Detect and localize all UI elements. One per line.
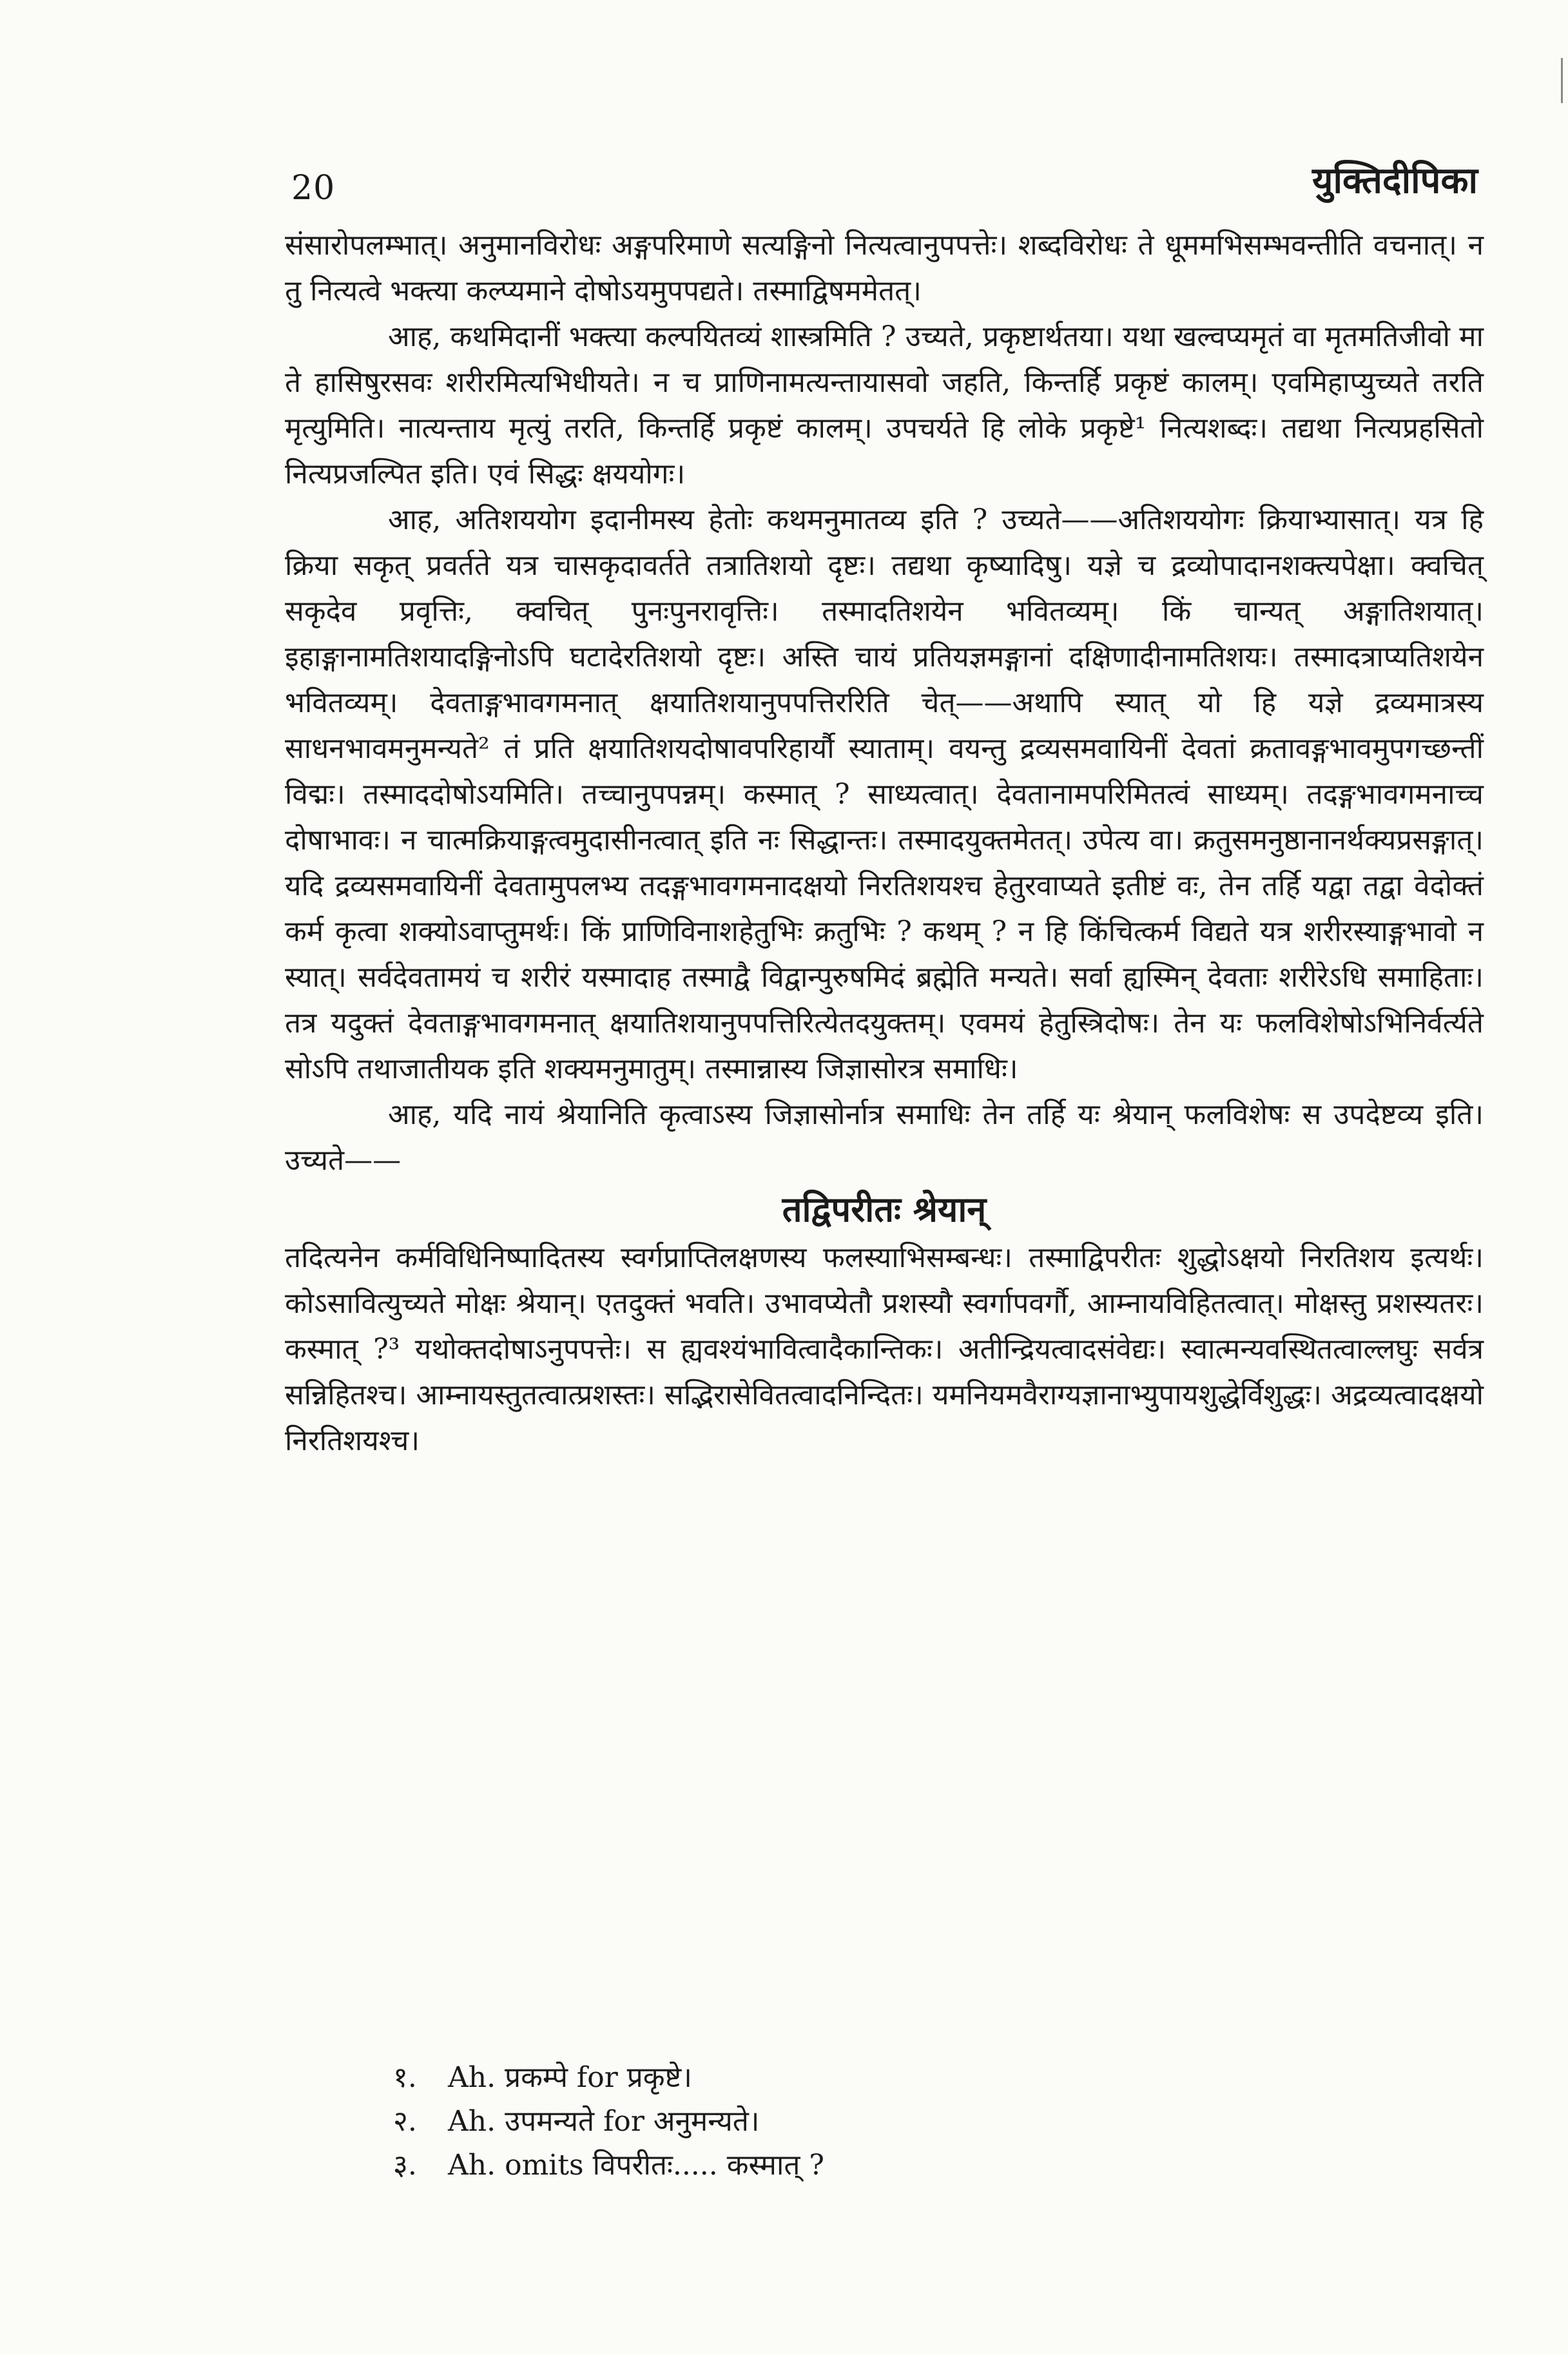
page-number: 20 — [291, 169, 336, 208]
footnote-text: Ah. उपमन्यते for अनुमन्यते। — [448, 2105, 760, 2138]
main-text — [285, 222, 1484, 1464]
footnote-text: Ah. प्रकम्पे for प्रकृष्टे। — [448, 2061, 692, 2094]
paragraph-4: आह, यदि नायं श्रेयानिति कृत्वाऽस्य जिज्ञासोर्नात्र समाधिः तेन तर्हि यः श्रेयान् फलविशेषः स उपदेष्टव्य इति। उच्यते—— — [285, 1098, 1484, 1177]
paragraph-5: तदित्यनेन कर्मविधिनिष्पादितस्य स्वर्गप्राप्तिलक्षणस्य फलस्याभिसम्बन्धः। तस्माद्विपरीतः शुद्धोऽक्षयो निरतिशय इत्यर्थः। कोऽसावित्युच्यते मोक्षः श्रेयान्। एतदुक्तं भवति। उभावप्येतौ प्रशस्यौ स्वर्गापवर्गौ, आम्नायविहितत्वात्। मोक्षस्तु प्रशस्यतरः। कस्मात् ?³ यथोक्तदोषाऽनुपपत्तेः। स ह्यवश्यंभावित्वादैकान्तिकः। अतीन्द्रियत्वादसंवेद्यः। स्वात्मन्यवस्थितत्वाल्लघुः सर्वत्र सन्निहितश्च। आम्नायस्तुतत्वात्प्रशस्तः। सद्भिरासेवितत्वादनिन्दितः। यमनियमवैराग्यज्ञानाभ्युपायशुद्धेर्विशुद्धः। अद्रव्यत्वादक्षयो निरतिशयश्च। — [285, 1241, 1484, 1457]
footnote-number: ३. — [393, 2149, 417, 2182]
footnote-text: Ah. omits विपरीतः..... कस्मात् ? — [448, 2149, 825, 2182]
margin-mark — [1561, 58, 1563, 103]
paragraph-1: संसारोपलम्भात्। अनुमानविरोधः अङ्गपरिमाणे सत्यङ्गिनो नित्यत्वानुपपत्तेः। शब्दविरोधः ते धूममभिसम्भवन्तीति वचनात्। न तु नित्यत्वे भक्त्या कल्प्यमाने दोषोऽयमुपपद्यते। तस्माद्विषममेतत्। — [285, 229, 1484, 307]
karika-verse: तद्विपरीतः श्रेयान् — [782, 1188, 987, 1230]
footnote-item — [393, 2056, 1424, 2100]
footnote-number: २. — [393, 2105, 417, 2138]
footnote-number: १. — [393, 2061, 417, 2094]
paragraph-3: आह, अतिशययोग इदानीमस्य हेतोः कथमनुमातव्य इति ? उच्यते——अतिशययोगः क्रियाभ्यासात्। यत्र हि क्रिया सकृत् प्रवर्तते यत्र चासकृदावर्तते तत्रातिशयो दृष्टः। तद्यथा कृष्यादिषु। यज्ञे च द्रव्योपादानशक्त्यपेक्षा। क्वचित् सकृदेव प्रवृत्तिः, क्वचित् पुनःपुनरावृत्तिः। तस्मादतिशयेन भवितव्यम्। किं चान्यत् अङ्गातिशयात्। इहाङ्गानामतिशयादङ्गिनोऽपि घटादेरतिशयो दृष्टः। अस्ति चायं प्रतियज्ञमङ्गानां दक्षिणादीनामतिशयः। तस्मादत्राप्यतिशयेन भवितव्यम्। देवताङ्गभावगमनात् क्षयातिशयानुपपत्तिररिति चेत्——अथापि स्यात् यो हि यज्ञे द्रव्यमात्रस्य साधनभावमनुमन्यते² तं प्रति क्षयातिशयदोषावपरिहार्यौ स्याताम्। वयन्तु द्रव्यसमवायिनीं देवतां क्रतावङ्गभावमुपगच्छन्तीं विद्मः। तस्माददोषोऽयमिति। तच्चानुपपन्नम्। कस्मात् ? साध्यत्वात्। देवतानामपरिमितत्वं साध्यम्। तदङ्गभावगमनाच्च दोषाभावः। न चात्मक्रियाङ्गत्वमुदासीनत्वात् इति नः सिद्धान्तः। तस्मादयुक्तमेतत्। उपेत्य वा। क्रतुसमनुष्ठानानर्थक्यप्रसङ्गात्। यदि द्रव्यसमवायिनीं देवतामुपलभ्य तदङ्गभावगमनादक्षयो निरतिशयश्च हेतुरवाप्यते इतीष्टं वः, तेन तर्हि यद्वा तद्वा वेदोक्तं कर्म कृत्वा शक्योऽवाप्तुमर्थः। किं प्राणिविनाशहेतुभिः क्रतुभिः ? कथम् ? न हि किंचित्कर्म विद्यते यत्र शरीरस्याङ्गभावो न स्यात्। सर्वदेवतामयं च शरीरं यस्मादाह तस्माद्वै विद्वान्पुरुषमिदं ब्रह्मेति मन्यते। सर्वा ह्यस्मिन् देवताः शरीरेऽधि समाहिताः। तत्र यदुक्तं देवताङ्गभावगमनात् क्षयातिशयानुपपत्तिरित्येतदयुक्तम्। एवमयं हेतुस्त्रिदोषः। तेन यः फलविशेषोऽभिनिर्वर्त्यते सोऽपि तथाजातीयक इति शक्यमनुमातुम्। तस्मान्नास्य जिज्ञासोरत्र समाधिः। — [285, 503, 1484, 1085]
paragraph-2: आह, कथमिदानीं भक्त्या कल्पयितव्यं शास्त्रमिति ? उच्यते, प्रकृष्टार्थतया। यथा खल्वप्यमृतं वा मृतमतिजीवो मा ते हासिषुरसवः शरीरमित्यभिधीयते। न च प्राणिनामत्यन्तायासवो जहति, किन्तर्हि प्रकृष्टं कालम्। एवमिहाप्युच्यते तरति मृत्युमिति। नात्यन्ताय मृत्युं तरति, किन्तर्हि प्रकृष्टं कालम्। उपचर्यते हि लोके प्रकृष्टे¹ नित्यशब्दः। तद्यथा नित्यप्रहसितो नित्यप्रजल्पित इति। एवं सिद्धः क्षययोगः। — [285, 320, 1484, 490]
footnote-item — [393, 2144, 1424, 2187]
footnote-item — [393, 2100, 1424, 2144]
running-title: युक्तिदीपिका — [1312, 159, 1478, 202]
footnotes — [393, 2056, 1424, 2187]
